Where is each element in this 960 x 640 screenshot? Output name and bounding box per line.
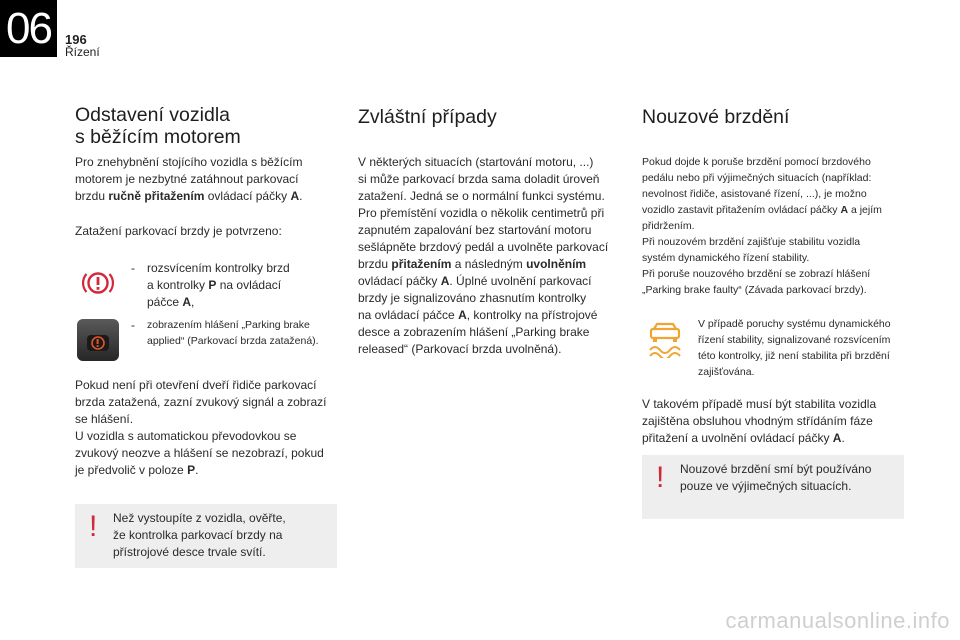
text-line: brzdy je signalizováno zhasnutím kontrolky	[358, 291, 587, 305]
text-line: , kontrolky na přístrojové	[466, 308, 598, 322]
esc-text	[698, 316, 891, 380]
text-line: že kontrolka parkovací brzdy na	[113, 528, 283, 542]
text-line: .	[841, 431, 845, 445]
warning-exclamation-icon: !	[89, 510, 98, 543]
text-line: a následným	[451, 257, 527, 271]
bold-text: A	[832, 431, 842, 445]
text-line: na ovládací páčce	[358, 308, 459, 322]
warning-note-parking	[75, 504, 337, 568]
stability-control-icon	[642, 316, 688, 362]
emergency-paragraph	[642, 154, 904, 298]
indicator-lever-row	[75, 317, 337, 363]
page-number: 196	[65, 32, 87, 47]
text-line: pouze ve výjimečných situacích.	[680, 479, 852, 493]
watermark: carmanualsonline.info	[725, 608, 950, 633]
text-line: .	[299, 189, 303, 203]
text-line: se hlášení.	[75, 412, 134, 426]
text-line: zobrazením hlášení „Parking brake	[147, 319, 310, 331]
heading-special-cases: Zvláštní případy	[358, 106, 497, 128]
warning-exclamation-icon: !	[656, 461, 665, 494]
dash: -	[131, 261, 135, 275]
bold-text: ručně přitažením	[108, 189, 205, 203]
text-line: je předvolič v poloze	[75, 463, 188, 477]
warning-note-text	[113, 510, 325, 561]
text-line: přístrojové desce trvale svítí.	[113, 545, 266, 559]
text-line: Než vystoupíte z vozidla, ověřte,	[113, 511, 286, 525]
heading-emergency-braking: Nouzové brzdění	[642, 106, 790, 128]
text-line: zatažení. Jedná se o normální funkci systému.	[358, 189, 605, 203]
dash: -	[131, 318, 135, 332]
text-line: . Úplné uvolnění parkovací	[449, 274, 592, 288]
column-emergency-braking	[642, 104, 904, 447]
bold-text: A	[440, 274, 450, 288]
special-cases-paragraph	[358, 154, 623, 358]
intro-paragraph	[75, 154, 337, 205]
indicator-brake-text	[147, 260, 290, 311]
text-line: ,	[191, 295, 195, 309]
text-line: si může parkovací brzda sama doladit úroveň	[358, 172, 600, 186]
text-line: .	[195, 463, 199, 477]
text-line: zapnutém zapalování bez startování motoru	[358, 223, 592, 237]
text-line: a kontrolky	[147, 278, 209, 292]
text-line: na ovládací	[216, 278, 282, 292]
bold-text: A	[458, 308, 467, 322]
text-line: Pokud není při otevření dveří řidiče parkovací	[75, 378, 317, 392]
heading-line: Odstavení vozidla	[75, 104, 231, 126]
bold-text: uvolněním	[526, 257, 587, 271]
text-line: ovládací páčky	[358, 274, 441, 288]
text-line: V případě poruchy systému dynamického	[698, 318, 891, 330]
chapter-number: 06	[0, 0, 57, 57]
text-line: pedálu nebo při výjimečných situacích (například:	[642, 172, 872, 184]
brake-warning-icon	[75, 260, 121, 306]
text-line: a jejím	[848, 204, 882, 216]
indicator-message-text	[147, 317, 319, 349]
text-line: Pro znehybnění stojícího vozidla s běžícím	[75, 155, 303, 169]
text-line: brzdu	[75, 189, 109, 203]
text-line: applied“ (Parkovací brzda zatažená).	[147, 335, 319, 347]
text-line: této kontrolky, již není stabilita při brzdění	[698, 350, 890, 362]
stability-paragraph	[642, 396, 904, 447]
bold-text: A	[840, 204, 849, 216]
heading-line: s běžícím motorem	[75, 126, 241, 148]
text-line: V takovém případě musí být stabilita vozidla	[642, 397, 877, 411]
text-line: brzda zatažená, zazní zvukový signál a zobrazí	[75, 395, 327, 409]
text-line: páčce	[147, 295, 183, 309]
bold-text: přitažením	[391, 257, 452, 271]
text-line: Při poruše nouzového brzdění se zobrazí hlášení	[642, 268, 871, 280]
text-line: brzdu	[358, 257, 392, 271]
parking-lever-icon	[75, 317, 121, 363]
text-line: Při nouzovém brzdění zajišťuje stabilitu vozidla	[642, 236, 861, 248]
heading-parking	[75, 104, 337, 154]
indicator-brake-row	[75, 260, 337, 311]
text-line: V některých situacích (startování motoru, ...)	[358, 155, 594, 169]
text-line: zvukový neozve a hlášení se nezobrazí, pokud	[75, 446, 324, 460]
warning-note-emergency	[642, 455, 904, 519]
text-line: rozsvícením kontrolky brzd	[147, 261, 290, 275]
text-line: released“ (Parkovací brzda uvolněná).	[358, 342, 562, 356]
column-special-cases	[358, 104, 623, 358]
text-line: vozidlo zastavit přitažením ovládací páčky	[642, 204, 841, 216]
bold-text: P	[208, 278, 217, 292]
column-parking-running-engine	[75, 104, 337, 479]
bold-text: A	[290, 189, 300, 203]
section-name: Řízení	[65, 45, 100, 59]
indicator-esc-row	[642, 316, 904, 380]
text-line: zajišťována.	[698, 366, 755, 378]
confirm-text: Zatažení parkovací brzdy je potvrzeno:	[75, 224, 282, 238]
text-line: U vozidla s automatickou převodovkou se	[75, 429, 297, 443]
text-line: přitažení a uvolnění ovládací páčky	[642, 431, 833, 445]
text-line: Pro přemístění vozidla o několik centimetrů při	[358, 206, 605, 220]
text-line: řízení stability, signalizované rozsvícením	[698, 334, 891, 346]
text-line: nevolnost řidiče, asistované řízení, ...), je možno	[642, 188, 867, 200]
text-line: Pokud dojde k poruše brzdění pomocí brzdového	[642, 156, 871, 168]
text-line: motorem je nezbytné zatáhnout parkovací	[75, 172, 299, 186]
door-open-paragraph	[75, 377, 337, 479]
warning-note-text	[680, 461, 892, 495]
bold-text: P	[187, 463, 196, 477]
text-line: přidržením.	[642, 220, 695, 232]
bold-text: A	[182, 295, 192, 309]
text-line: Nouzové brzdění smí být používáno	[680, 462, 872, 476]
text-line: zajištěna obsluhou vhodným střídáním fáze	[642, 414, 873, 428]
text-line: „Parking brake faulty“ (Závada parkovací brzdy).	[642, 284, 867, 296]
text-line: systém dynamického řízení stability.	[642, 252, 810, 264]
text-line: desce a zobrazením hlášení „Parking brake	[358, 325, 590, 339]
text-line: sešlápněte brzdový pedál a uvolněte parkovací	[358, 240, 609, 254]
text-line: ovládací páčky	[204, 189, 291, 203]
